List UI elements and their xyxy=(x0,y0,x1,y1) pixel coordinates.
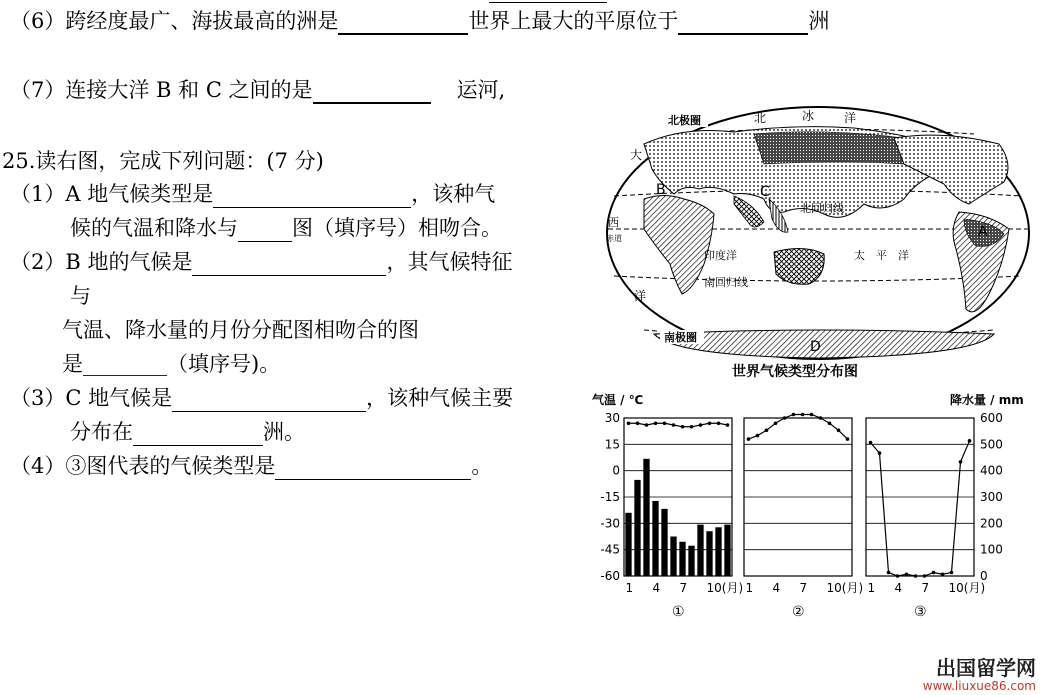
temp-tick-label: 15 xyxy=(604,437,620,452)
x-tick-label: 4 xyxy=(652,581,661,595)
q25-s1d: 图（填序号）相吻合。 xyxy=(292,216,502,240)
temperature-point xyxy=(717,421,721,425)
precip-bar xyxy=(706,531,712,576)
temperature-point xyxy=(708,421,712,425)
precip-bar xyxy=(724,525,730,576)
temperature-point xyxy=(726,423,730,427)
label-tropic-south: 南回归线 xyxy=(704,276,748,289)
temperature-point xyxy=(959,460,963,464)
answer-blank xyxy=(678,9,808,35)
label-ocean-north: 洋 xyxy=(844,111,857,125)
label-ice: 冰 xyxy=(802,109,815,123)
q25-s2a: （2）B 地的气候是 xyxy=(10,250,193,274)
temperature-point xyxy=(699,423,703,427)
precip-axis-title: 降水量 / mm xyxy=(950,393,1024,407)
watermark-cn: 出国留学网 xyxy=(936,656,1036,680)
marker-A: A xyxy=(978,224,988,240)
temperature-point xyxy=(905,572,909,576)
australia-landmass xyxy=(774,248,824,284)
q25-sub2-line2: 与 xyxy=(70,284,91,308)
temperature-point xyxy=(774,421,778,425)
x-tick-label: 4 xyxy=(894,581,903,595)
answer-blank xyxy=(238,217,292,242)
label-antarctic-circle: 南极圈 xyxy=(664,331,697,344)
q25-s3c: 分布在 xyxy=(70,420,133,444)
q25-s4a: （4）③图代表的气候类型是 xyxy=(10,454,276,478)
temperature-point xyxy=(828,421,832,425)
temperature-point xyxy=(663,421,667,425)
x-tick-label: 7 xyxy=(799,581,808,595)
temperature-point xyxy=(837,428,841,432)
temperature-point xyxy=(645,423,649,427)
map-title: 世界气候类型分布图 xyxy=(732,364,858,380)
temp-tick-label: -45 xyxy=(600,542,620,557)
temp-axis-title: 气温 / ℃ xyxy=(592,393,644,407)
temperature-point xyxy=(756,434,760,438)
temperature-point xyxy=(819,416,823,420)
answer-blank xyxy=(313,78,431,104)
temp-tick-label: 0 xyxy=(612,463,620,478)
label-pacific-ocean: 太 平 洋 xyxy=(854,249,909,262)
temperature-point xyxy=(627,421,631,425)
q25-s3b: ，该种气候主要 xyxy=(366,386,514,410)
precip-bar xyxy=(697,525,703,576)
question-7 xyxy=(10,76,505,104)
temp-tick-label: -30 xyxy=(600,516,620,531)
q25-sub2-line4: 是________（填序号)。 xyxy=(62,352,281,376)
label-indian-ocean: 印度洋 xyxy=(704,249,737,262)
temperature-point xyxy=(950,571,954,575)
temperature-point xyxy=(654,421,658,425)
question-25-title: 25.读右图，完成下列问题：(7 分) xyxy=(2,149,324,173)
temperature-point xyxy=(869,441,873,445)
precip-tick-label: 200 xyxy=(980,516,1003,531)
precip-bar xyxy=(643,459,649,576)
q25-sub2-line3: 气温、降水量的月份分配图相吻合的图 xyxy=(62,318,419,342)
q6-text-3: 洲 xyxy=(808,9,830,33)
precip-bar xyxy=(652,501,658,576)
temperature-point xyxy=(747,437,751,441)
precip-bar xyxy=(634,480,640,576)
temp-tick-label: -15 xyxy=(600,490,620,504)
q6-text-2: 世界上最大的平原位于 xyxy=(468,9,679,33)
q25-s3d: 洲。 xyxy=(263,420,305,444)
answer-blank xyxy=(133,421,263,446)
x-tick-label: 4 xyxy=(772,581,781,595)
q25-s1a: （1）A 地气候类型是 xyxy=(10,182,214,206)
q6-text-1: （6）跨经度最广、海拔最高的洲是 xyxy=(10,9,339,33)
precip-tick-label: 400 xyxy=(980,463,1003,478)
temp-tick-label: 30 xyxy=(604,411,620,425)
label-big: 大 xyxy=(630,148,643,162)
answer-blank xyxy=(338,9,468,35)
temperature-point xyxy=(783,416,787,420)
precip-bar xyxy=(688,546,694,576)
site-watermark xyxy=(923,652,1036,693)
x-tick-label: 10(月) xyxy=(826,581,864,595)
x-tick-label: 7 xyxy=(679,581,688,595)
q25-s3a: （3）C 地气候是 xyxy=(10,386,173,410)
q25-s4b: 。 xyxy=(471,454,493,478)
answer-blank xyxy=(172,387,366,412)
q25-s2b: ，其气候特征 xyxy=(386,250,513,274)
temperature-point xyxy=(846,437,850,441)
climate-charts xyxy=(590,386,1030,626)
temperature-point xyxy=(932,571,936,575)
world-climate-map xyxy=(604,104,1032,362)
answer-blank xyxy=(192,251,386,276)
temperature-point xyxy=(636,421,640,425)
temperature-point xyxy=(765,428,769,432)
temperature-point xyxy=(887,571,891,575)
antarctica-landmass xyxy=(654,330,994,358)
temperature-point xyxy=(792,413,796,417)
precip-bar xyxy=(670,537,676,577)
panel-number: ② xyxy=(792,604,805,620)
precip-tick-label: 600 xyxy=(980,411,1003,425)
q7-text-1: （7）连接大洋 B 和 C 之间的是 xyxy=(10,78,313,102)
q25-sub1-line2 xyxy=(70,214,502,242)
q7-text-2: 运河, xyxy=(456,78,506,102)
label-west: 西 xyxy=(608,216,619,229)
panel-number: ① xyxy=(672,604,685,620)
temperature-point xyxy=(923,574,927,578)
temperature-point xyxy=(968,439,972,443)
siberia-region xyxy=(754,132,904,164)
x-tick-label: 1 xyxy=(745,581,754,595)
precip-tick-label: 0 xyxy=(980,569,988,583)
precip-bar xyxy=(661,509,667,576)
x-tick-label: 1 xyxy=(867,581,876,595)
watermark-url: www.liuxue86.com xyxy=(922,679,1036,693)
precip-tick-label: 300 xyxy=(980,490,1003,504)
q25-s1c: 候的气温和降水与 xyxy=(70,216,238,240)
x-tick-label: 7 xyxy=(921,581,930,595)
label-north: 北 xyxy=(754,111,767,125)
panel-number: ③ xyxy=(914,604,927,620)
q25-s1b: ，该种气 xyxy=(411,182,496,206)
x-tick-label: 10(月) xyxy=(948,581,986,595)
label-arctic-circle: 北极圈 xyxy=(668,114,701,127)
label-tropic-north: 北回归线 xyxy=(800,202,844,215)
precip-bar xyxy=(679,542,685,576)
temp-tick-label: -60 xyxy=(600,569,620,583)
marker-C: C xyxy=(760,184,770,200)
temperature-point xyxy=(941,572,945,576)
q25-sub1-line1 xyxy=(10,180,495,208)
temperature-point xyxy=(672,423,676,427)
answer-blank xyxy=(213,183,411,208)
top-rule xyxy=(489,2,607,3)
q25-sub2-line1 xyxy=(10,248,512,276)
label-equator: 赤道 xyxy=(606,234,622,243)
marker-B: B xyxy=(656,182,666,198)
q25-sub3-line2 xyxy=(70,418,305,446)
x-tick-label: 10(月) xyxy=(706,581,744,595)
x-tick-label: 1 xyxy=(625,581,634,595)
temperature-point xyxy=(878,451,882,455)
label-ocean-west: 洋 xyxy=(634,289,647,303)
precip-bar xyxy=(835,575,841,576)
question-6 xyxy=(10,7,829,35)
answer-blank xyxy=(275,455,471,480)
q25-sub4 xyxy=(10,452,492,480)
precip-bar xyxy=(625,513,631,576)
temperature-point xyxy=(896,574,900,578)
temperature-point xyxy=(681,425,685,429)
temperature-point xyxy=(914,574,918,578)
precip-bar xyxy=(772,575,778,576)
precip-tick-label: 500 xyxy=(980,437,1003,452)
precip-bar xyxy=(715,527,721,576)
temperature-point xyxy=(801,413,805,417)
temperature-point xyxy=(810,413,814,417)
q25-sub3-line1 xyxy=(10,384,513,412)
temperature-point xyxy=(690,425,694,429)
precip-tick-label: 100 xyxy=(980,542,1003,557)
marker-D: D xyxy=(810,339,821,355)
